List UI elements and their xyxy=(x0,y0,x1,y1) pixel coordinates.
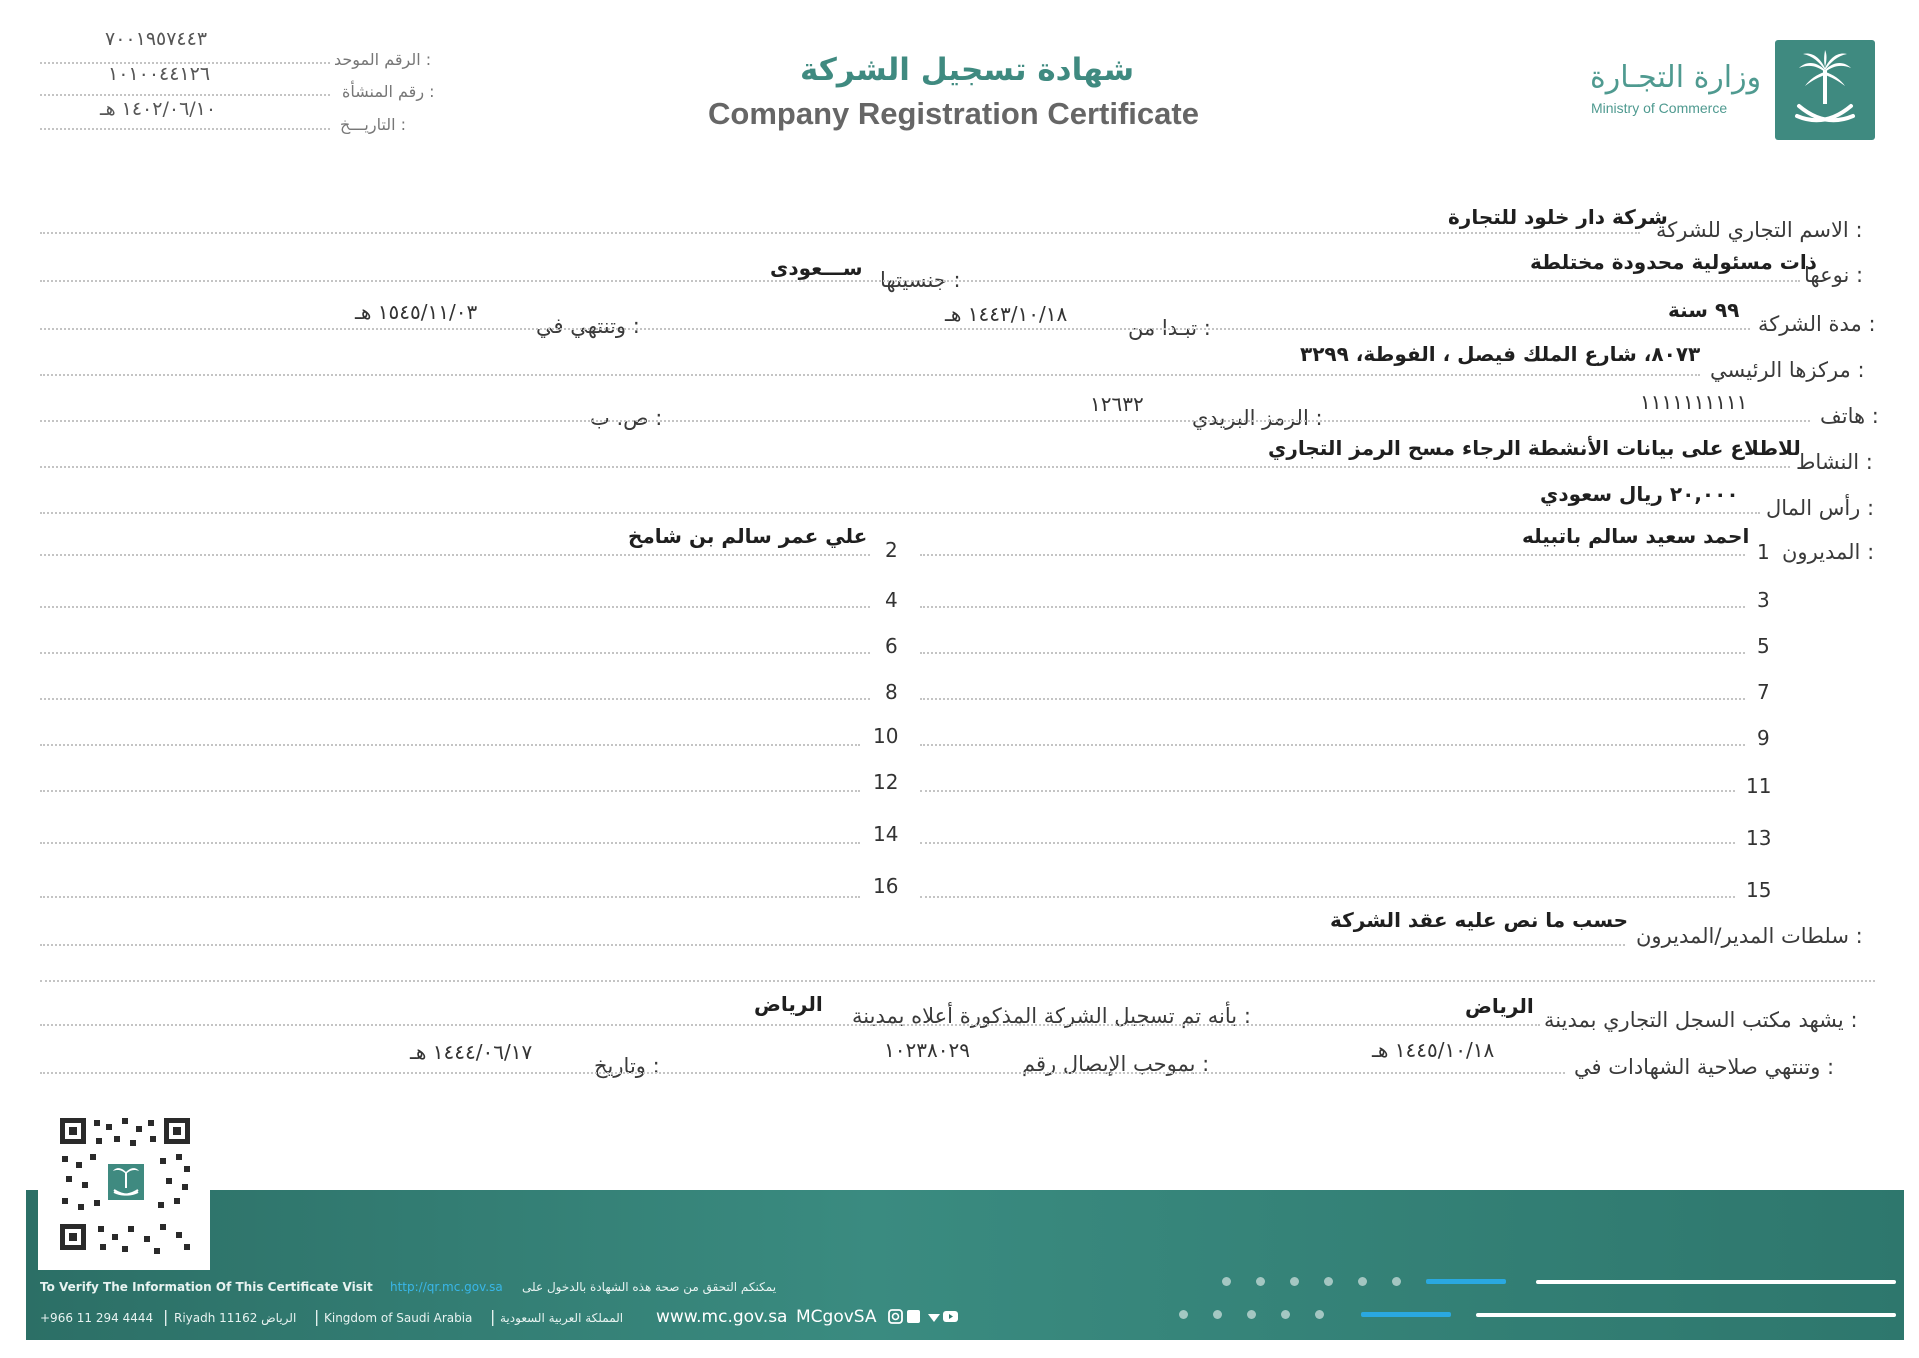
establishment-number: ١٠١٠٠٤٤١٢٦ xyxy=(108,63,211,85)
certificate-title-ar: شهادة تسجيل الشركة xyxy=(800,52,1135,88)
unified-number-label: الرقم الموحد : xyxy=(334,50,432,69)
verify-text-en: To Verify The Information Of This Certificate Visit xyxy=(40,1280,373,1294)
manager-number-1: 1 xyxy=(1757,540,1770,564)
start-label: تبـدا من : xyxy=(1128,316,1211,340)
manager-number-11: 11 xyxy=(1746,774,1772,798)
footer-phone: +966 11 294 4444 xyxy=(40,1311,154,1325)
manager-number-10: 10 xyxy=(873,724,899,748)
manager-number-14: 14 xyxy=(873,822,899,846)
nationality-label: جنسيتها : xyxy=(880,268,961,292)
verify-text-ar: يمكنكم التحقق من صحة هذه الشهادة بالدخول على xyxy=(522,1280,777,1294)
ministry-name-ar: وزارة التجـارة xyxy=(1590,60,1762,95)
footer-website-link[interactable]: www.mc.gov.sa xyxy=(656,1307,788,1327)
end-value: ١٥٤٥/١١/٠٣ هـ xyxy=(355,300,478,324)
hq-value: ٨٠٧٣، شارع الملك فيصل ، الفوطة، ٣٢٩٩ xyxy=(1300,342,1701,366)
manager-number-16: 16 xyxy=(873,874,899,898)
nationality-value: ســـعودى xyxy=(770,256,863,280)
type-value: ذات مسئولية محدودة مختلطة xyxy=(1530,250,1817,274)
certify-label: يشهد مكتب السجل التجاري بمدينة : xyxy=(1544,1008,1858,1032)
header-date: ١٤٠٢/٠٦/١٠ هـ xyxy=(100,98,217,120)
manager-1-name: احمد سعيد سالم باتبيله xyxy=(1522,524,1750,548)
manager-number-15: 15 xyxy=(1746,878,1772,902)
postal-value: ١٢٦٣٢ xyxy=(1090,392,1144,416)
manager-number-8: 8 xyxy=(885,680,898,704)
receipt-date-value: ١٤٤٤/٠٦/١٧ هـ xyxy=(410,1040,533,1064)
manager-number-9: 9 xyxy=(1757,726,1770,750)
verify-url-link[interactable]: http://qr.mc.gov.sa xyxy=(390,1280,503,1294)
footer-social-handle: MCgovSA xyxy=(796,1307,877,1327)
manager-number-5: 5 xyxy=(1757,634,1770,658)
qr-code[interactable] xyxy=(38,1106,210,1270)
registered-label: بأنه تم تسجيل الشركة المذكورة أعلاه بمدينة : xyxy=(852,1004,1251,1028)
duration-value: ٩٩ سنة xyxy=(1668,298,1740,322)
capital-value: ٢٠,٠٠٠ ريال سعودي xyxy=(1540,482,1739,506)
manager-number-7: 7 xyxy=(1757,680,1770,704)
phone-value: ١١١١١١١١١١ xyxy=(1640,390,1748,414)
footer-country-en: Kingdom of Saudi Arabia xyxy=(324,1311,473,1325)
phone-label: هاتف : xyxy=(1820,404,1879,428)
instagram-icon xyxy=(889,1310,902,1323)
palm-swords-icon xyxy=(1775,40,1875,140)
social-icons xyxy=(888,1309,958,1329)
facebook-icon xyxy=(907,1310,920,1323)
footer-country-ar: المملكة العربية السعودية xyxy=(500,1311,624,1325)
authority-label: سلطات المدير/المديرون : xyxy=(1636,924,1863,948)
unified-number: ٧٠٠١٩٥٧٤٤٣ xyxy=(105,28,208,50)
footer-band: To Verify The Information Of This Certificate Visit http://qr.mc.gov.sa يمكنكم التحقق من صحة هذه الشهادة بالدخول على +966 11 294 4444 | Riyadh 11162 الرياض | Kingdom of Saudi Arabia | المملكة العربية السعودية www.mc.gov.sa MCgovSA xyxy=(26,1190,1904,1340)
registered-city: الرياض xyxy=(754,992,823,1016)
footer-city: Riyadh 11162 الرياض xyxy=(174,1311,297,1325)
manager-number-2: 2 xyxy=(885,538,898,562)
manager-number-13: 13 xyxy=(1746,826,1772,850)
duration-label: مدة الشركة : xyxy=(1758,312,1876,336)
trade-name-label: الاسم التجاري للشركة : xyxy=(1656,218,1863,242)
twitter-icon xyxy=(928,1314,940,1322)
activity-label: النشاط : xyxy=(1796,450,1873,474)
certify-city: الرياض xyxy=(1465,994,1534,1018)
managers-label: المديرون : xyxy=(1782,540,1875,564)
validity-value: ١٤٤٥/١٠/١٨ هـ xyxy=(1372,1038,1495,1062)
receipt-value: ١٠٢٣٨٠٢٩ xyxy=(884,1038,970,1062)
ministry-name-en: Ministry of Commerce xyxy=(1591,100,1728,116)
manager-number-12: 12 xyxy=(873,770,899,794)
manager-number-4: 4 xyxy=(885,588,898,612)
receipt-date-label: وتاريخ : xyxy=(594,1054,660,1078)
manager-2-name: علي عمر سالم بن شامخ xyxy=(628,524,868,548)
establishment-label: رقم المنشأة : xyxy=(342,82,435,101)
validity-label: وتنتهي صلاحية الشهادات في : xyxy=(1574,1055,1835,1079)
postal-label: الرمز البريدي : xyxy=(1192,406,1323,430)
date-label: التاريـــخ : xyxy=(340,115,407,134)
manager-number-3: 3 xyxy=(1757,588,1770,612)
type-label: نوعها : xyxy=(1804,263,1864,287)
manager-number-6: 6 xyxy=(885,634,898,658)
certificate-title-en: Company Registration Certificate xyxy=(708,96,1199,131)
trade-name-value: شركة دار خلود للتجارة xyxy=(1448,205,1668,229)
pobox-label: ص. ب : xyxy=(590,406,663,430)
ministry-emblem-logo xyxy=(1775,40,1875,140)
capital-label: رأس المال : xyxy=(1766,496,1875,520)
authority-value: حسب ما نص عليه عقد الشركة xyxy=(1330,908,1629,932)
start-value: ١٤٤٣/١٠/١٨ هـ xyxy=(945,302,1068,326)
hq-label: مركزها الرئيسي : xyxy=(1710,358,1865,382)
end-label: وتنتهي في : xyxy=(536,314,640,338)
activity-value: للاطلاع على بيانات الأنشطة الرجاء مسح الرمز التجاري xyxy=(1268,436,1801,460)
receipt-label: بموجب الإيصال رقم : xyxy=(1022,1052,1210,1076)
